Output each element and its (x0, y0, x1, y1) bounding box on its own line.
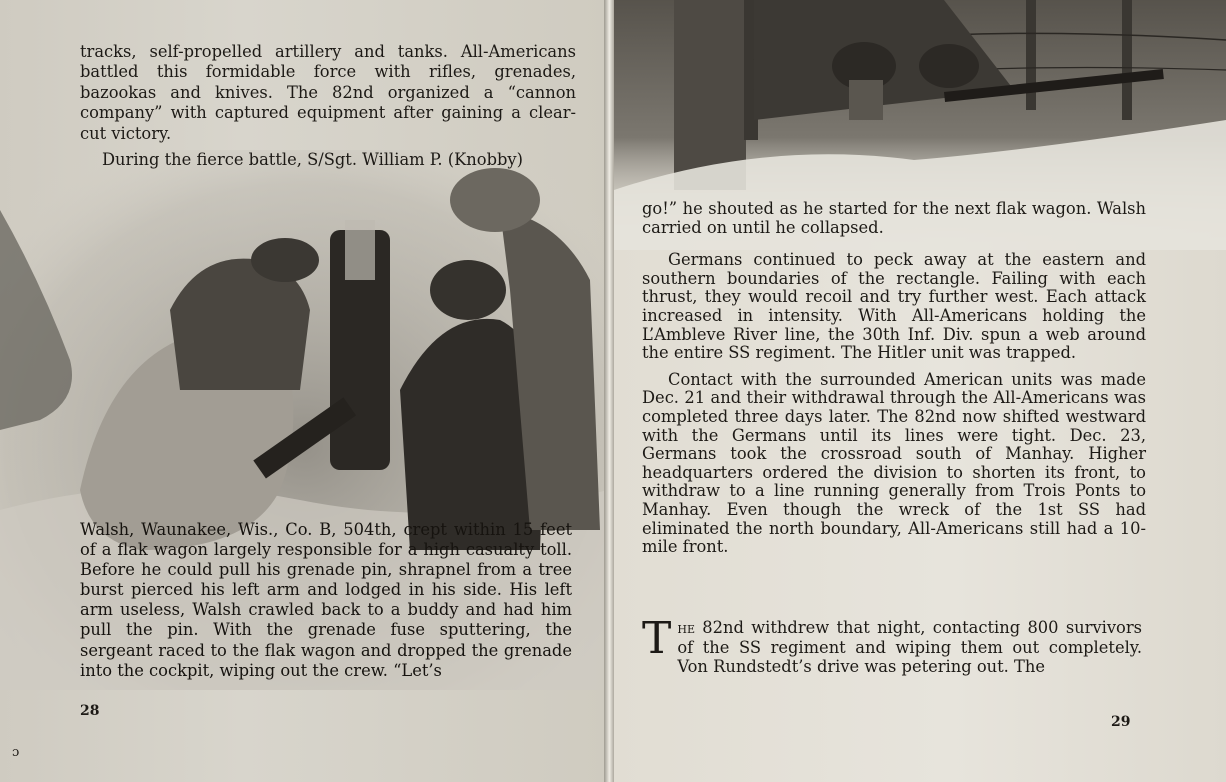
right-paragraph-2: Germans continued to peck away at the eastern and southern boundaries of the rectangle. Failing with each thrust, they would recoil and try further west. Each attack increased in intensity. With All-Americans holding the L’Ambleve River line, the 30th Inf. Div. spun a web around the entire SS regiment. The Hitler unit was trapped. (642, 250, 1146, 363)
drop-cap: T (642, 613, 672, 664)
left-text-bottom (80, 520, 572, 681)
left-paragraph-1: tracks, self-propelled artillery and tanks. All-Americans battled this formidable force with rifles, grenades, bazookas and knives. The 82nd organized a “cannon company” with captured equipment after gaining a clear-cut victory. (80, 42, 576, 143)
corner-mark: ɔ (12, 745, 20, 760)
section-text: 82nd withdrew that night, contacting 800 survivors of the SS regiment and wiping them out completely. Von Rundstedt’s drive was petering out. The (677, 618, 1142, 677)
left-text-top (80, 42, 576, 170)
right-paragraph-1: go!” he shouted as he started for the next flak wagon. Walsh carried on until he collapsed. (642, 199, 1146, 237)
left-paragraph-2-continued: Walsh, Waunakee, Wis., Co. B, 504th, crept within 15 feet of a flak wagon largely responsible for a high casualty toll. Before he could pull his grenade pin, shrapnel from a tree burst pierced his left arm and lodged in his side. His left arm useless, Walsh crawled back to a buddy and had him pull the pin. With the grenade fuse sputtering, the sergeant raced to the flak wagon and dropped the grenade into the cockpit, wiping out the crew. “Let’s (80, 520, 572, 680)
left-paragraph-2-start: During the fierce battle, S/Sgt. William P. (Knobby) (102, 150, 523, 170)
page-number-left: 28 (80, 703, 100, 719)
left-page (0, 0, 608, 782)
page-number-right: 29 (1111, 714, 1131, 730)
right-paragraph-3: Contact with the surrounded American units was made Dec. 21 and their withdrawal through the All-Americans was completed three days later. The 82nd now shifted westward with the Germans until its lines were tight. Dec. 23, Germans took the crossroad south of Manhay. Higher headquarters ordered the division to shorten its front, to withdraw to a line running generally from Trois Ponts to Manhay. Even though the wreck of the 1st SS had eliminated the north boundary, All-Americans still had a 10-mile front. (642, 369, 1146, 557)
section-paragraph (642, 613, 1142, 677)
section-smallcaps: he (677, 618, 695, 637)
right-text (642, 200, 1146, 565)
right-page (614, 0, 1226, 782)
